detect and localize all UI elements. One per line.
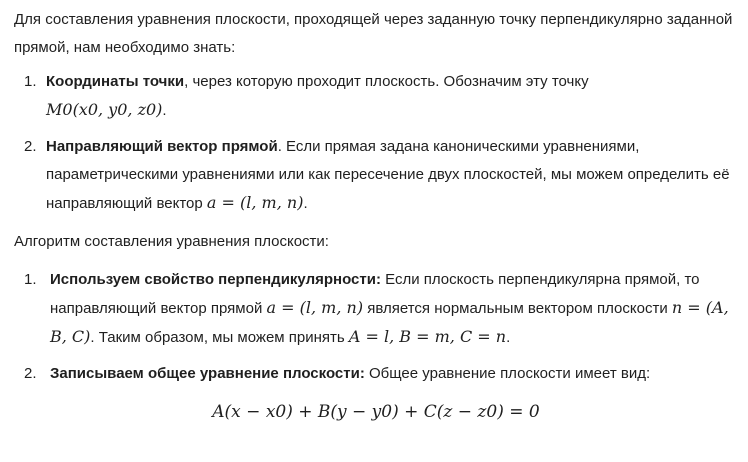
item-text: Общее уравнение плоскости имеет вид: [364, 365, 651, 382]
item-title: Направляющий вектор прямой [46, 138, 278, 155]
item-text: Если плоскость перпендикулярна прямой, то направляющий вектор прямой [50, 271, 700, 317]
item-text: . Таким образом, мы можем принять [90, 329, 345, 346]
item-end: . [162, 102, 167, 119]
algorithm-list [14, 266, 738, 388]
item-title: Координаты точки [46, 73, 185, 90]
item-text: . Если прямая задана каноническими уравнениями, параметрическими уравнениями или как пересечение двух плоскостей, мы можем определить её направляющий вектор [46, 138, 730, 212]
item-end: . [303, 195, 308, 212]
item-end: . [506, 329, 511, 346]
item-text: является нормальным вектором плоскости [363, 300, 668, 317]
list-item [14, 68, 738, 125]
list-number: 1. [24, 271, 37, 288]
list-item [14, 266, 738, 352]
list-item [14, 133, 738, 218]
list-item [14, 360, 738, 388]
direction-vector-formula: a = (l, m, n) [266, 298, 364, 317]
direction-vector-formula: a = (l, m, n) [206, 193, 304, 212]
item-title: Записываем общее уравнение плоскости: [50, 365, 365, 382]
document-body [14, 6, 738, 426]
list-number: 2. [24, 365, 37, 382]
coefficients-formula: A = l, B = m, C = n [348, 327, 507, 346]
plane-equation: A(x − x0) + B(y − y0) + C(z − z0) = 0 [212, 402, 540, 422]
item-title: Используем свойство перпендикулярности: [50, 271, 381, 288]
normal-vector-formula: n = (A, B, C) [50, 298, 729, 346]
requirements-list [14, 68, 738, 218]
item-text: , через которую проходит плоскость. Обозначим эту точку [184, 73, 589, 90]
point-formula: M0(x0, y0, z0) [46, 100, 163, 119]
algorithm-heading: Алгоритм составления уравнения плоскости: [14, 233, 329, 250]
intro-paragraph: Для составления уравнения плоскости, проходящей через заданную точку перпендикулярно заданной прямой, нам необходимо знать: [14, 11, 733, 56]
list-number: 1. [24, 73, 37, 90]
list-number: 2. [24, 138, 37, 155]
